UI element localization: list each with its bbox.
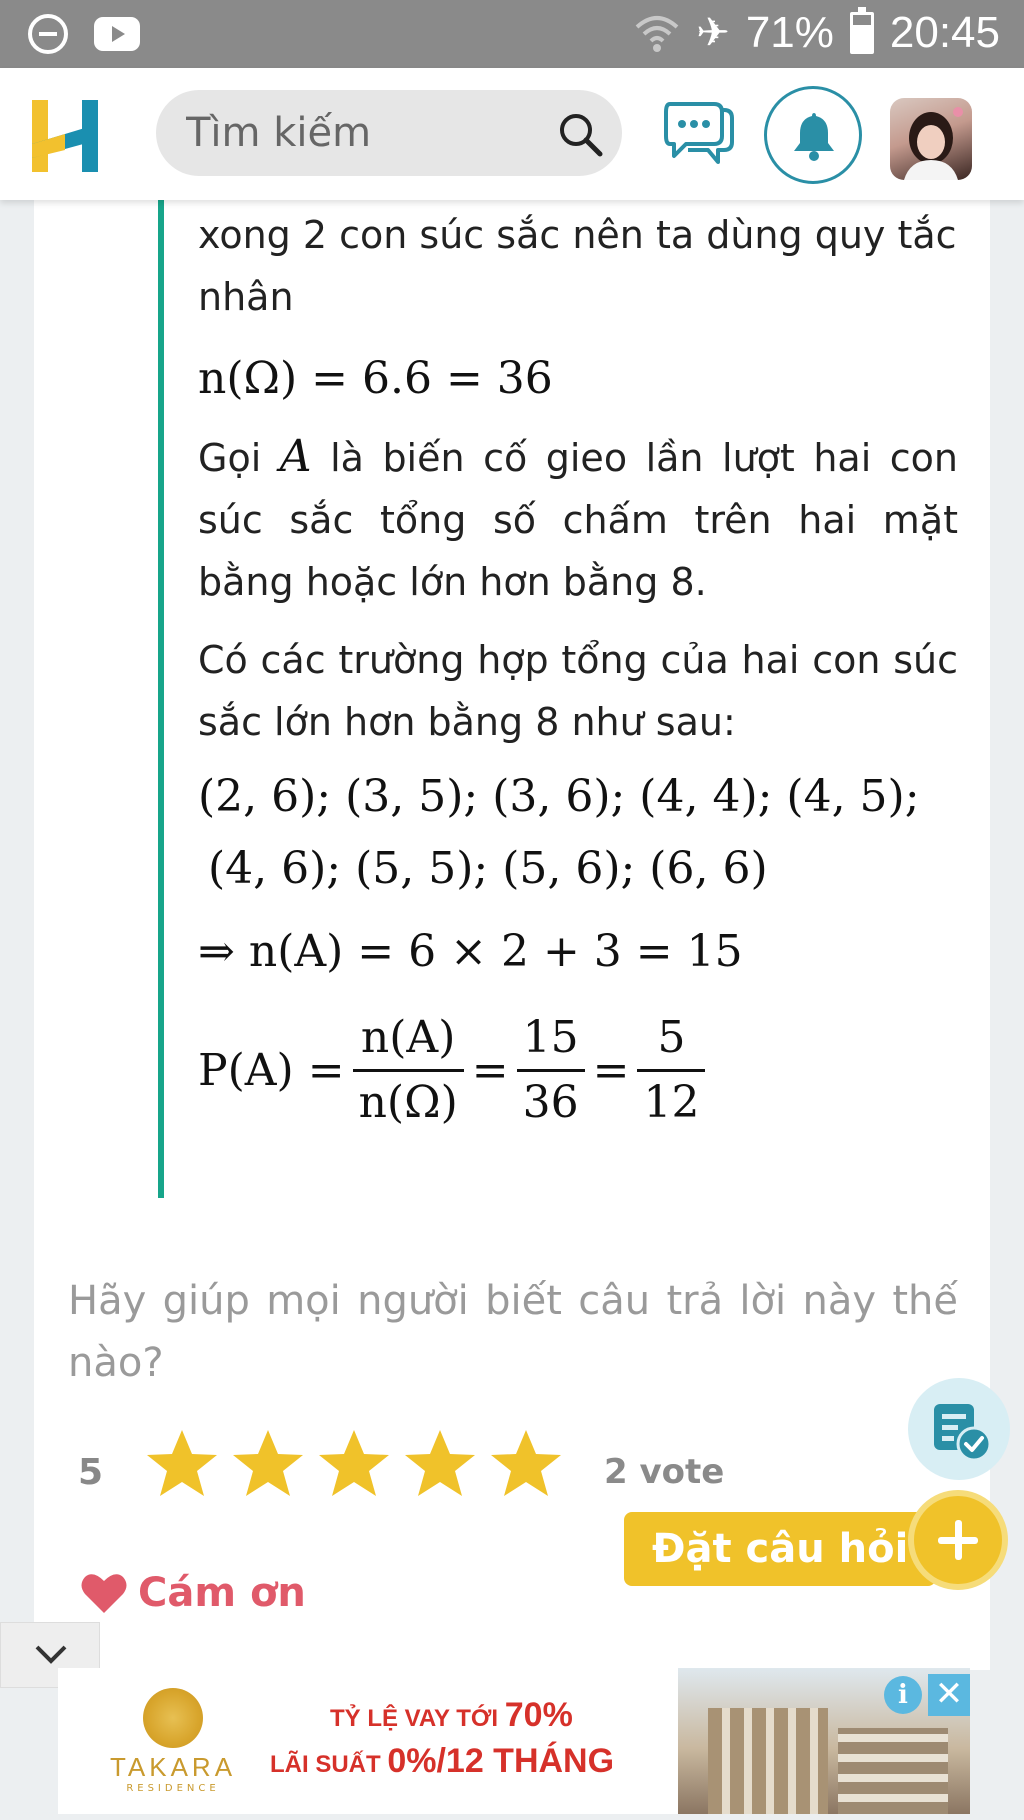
prob-lhs: P(A) = (198, 1045, 345, 1096)
fraction-3-num: 5 (637, 1007, 705, 1072)
equals-sign: = (471, 1045, 509, 1096)
ad-line-1 (330, 1696, 573, 1735)
hoc24-logo-icon[interactable] (30, 100, 100, 172)
fraction-1-den: n(Ω) (358, 1077, 458, 1128)
ad-line-1-prefix: TỶ LỆ VAY TỚI (330, 1705, 505, 1732)
star-rating[interactable] (146, 1428, 562, 1500)
search-icon[interactable] (556, 110, 604, 158)
ad-line-2 (270, 1742, 614, 1781)
ad-line-1-value: 70% (504, 1696, 573, 1734)
ad-banner[interactable] (58, 1668, 970, 1814)
status-left (28, 14, 140, 54)
fraction-2-num: 15 (517, 1007, 585, 1072)
fraction-3 (637, 1007, 705, 1134)
ad-line-2-value: 0%/12 THÁNG (387, 1742, 615, 1780)
status-bar (0, 0, 1024, 68)
probability-equation (198, 1007, 958, 1134)
sun-logo-icon (143, 1688, 203, 1748)
avatar-image (890, 98, 972, 180)
ad-logo (88, 1688, 258, 1794)
omega-equation: n(Ω) = 6.6 = 36 (198, 353, 553, 404)
cases-line-1: (2, 6); (3, 5); (3, 6); (4, 4); (4, 5); (198, 771, 920, 822)
rating-value: 5 (78, 1452, 104, 1493)
star-icon[interactable] (490, 1428, 562, 1500)
star-icon[interactable] (146, 1428, 218, 1500)
thanks-button[interactable] (80, 1570, 306, 1616)
cases-line-2: (4, 6); (5, 5); (5, 6); (6, 6) (208, 843, 768, 894)
search-input[interactable] (186, 90, 546, 176)
event-definition (198, 426, 958, 613)
event-prefix: Gọi (198, 436, 280, 480)
fraction-1 (353, 1007, 464, 1134)
ad-close-icon[interactable]: ✕ (928, 1674, 970, 1716)
star-icon[interactable] (404, 1428, 476, 1500)
ad-info-icon[interactable]: i (884, 1676, 922, 1714)
feedback-prompt: Hãy giúp mọi người biết câu trả lời này thế nào? (68, 1278, 958, 1386)
status-right (634, 8, 1000, 58)
battery-percent: 71% (745, 8, 834, 57)
vote-count: 2 vote (604, 1452, 725, 1492)
star-icon[interactable] (318, 1428, 390, 1500)
search-bar[interactable] (156, 90, 622, 176)
document-check-icon (908, 1378, 1010, 1480)
heart-icon (80, 1571, 128, 1615)
star-icon[interactable] (232, 1428, 304, 1500)
answer-content (198, 190, 958, 1134)
clock: 20:45 (889, 8, 1000, 57)
event-var: A (279, 431, 312, 482)
battery-icon (850, 12, 874, 54)
cases-intro: Có các trường hợp tổng của hai con súc sắc lớn hơn bằng 8 như sau: (198, 638, 958, 744)
ask-question-label[interactable]: Đặt câu hỏi (624, 1512, 936, 1586)
thanks-label: Cám ơn (138, 1570, 306, 1616)
ad-building-image (678, 1668, 970, 1814)
airplane-icon: ✈ (696, 11, 730, 55)
answer-card (34, 190, 990, 1670)
youtube-icon (94, 17, 140, 51)
my-questions-button[interactable] (908, 1378, 1010, 1480)
user-avatar[interactable] (890, 98, 972, 180)
ad-line-2-prefix: LÃI SUẤT (270, 1751, 388, 1778)
answer-text-line: xong 2 con súc sắc nên ta dùng quy tắc nhân (198, 213, 957, 319)
fraction-2-den: 36 (522, 1077, 579, 1128)
equals-sign: = (592, 1045, 630, 1096)
app-header (0, 68, 1024, 200)
event-suffix: là biến cố gieo lần lượt hai con súc sắc tổng số chấm trên hai mặt bằng hoặc lớn hơn bằng 8. (198, 436, 958, 604)
ad-brand-sub: RESIDENCE (126, 1783, 220, 1794)
fraction-2 (517, 1007, 585, 1134)
notifications-button[interactable] (764, 86, 862, 184)
wifi-icon (634, 13, 680, 53)
fraction-1-num: n(A) (353, 1007, 464, 1072)
answer-body (158, 190, 988, 1198)
ask-question-button[interactable] (908, 1490, 1008, 1590)
fraction-3-den: 12 (643, 1077, 700, 1128)
bell-icon (791, 111, 837, 161)
do-not-disturb-icon (28, 14, 68, 54)
n-a-equation: ⇒ n(A) = 6 × 2 + 3 = 15 (198, 926, 743, 977)
chevron-down-icon (33, 1643, 69, 1667)
messages-icon[interactable] (664, 102, 736, 168)
ad-brand: TAKARA (109, 1752, 237, 1782)
